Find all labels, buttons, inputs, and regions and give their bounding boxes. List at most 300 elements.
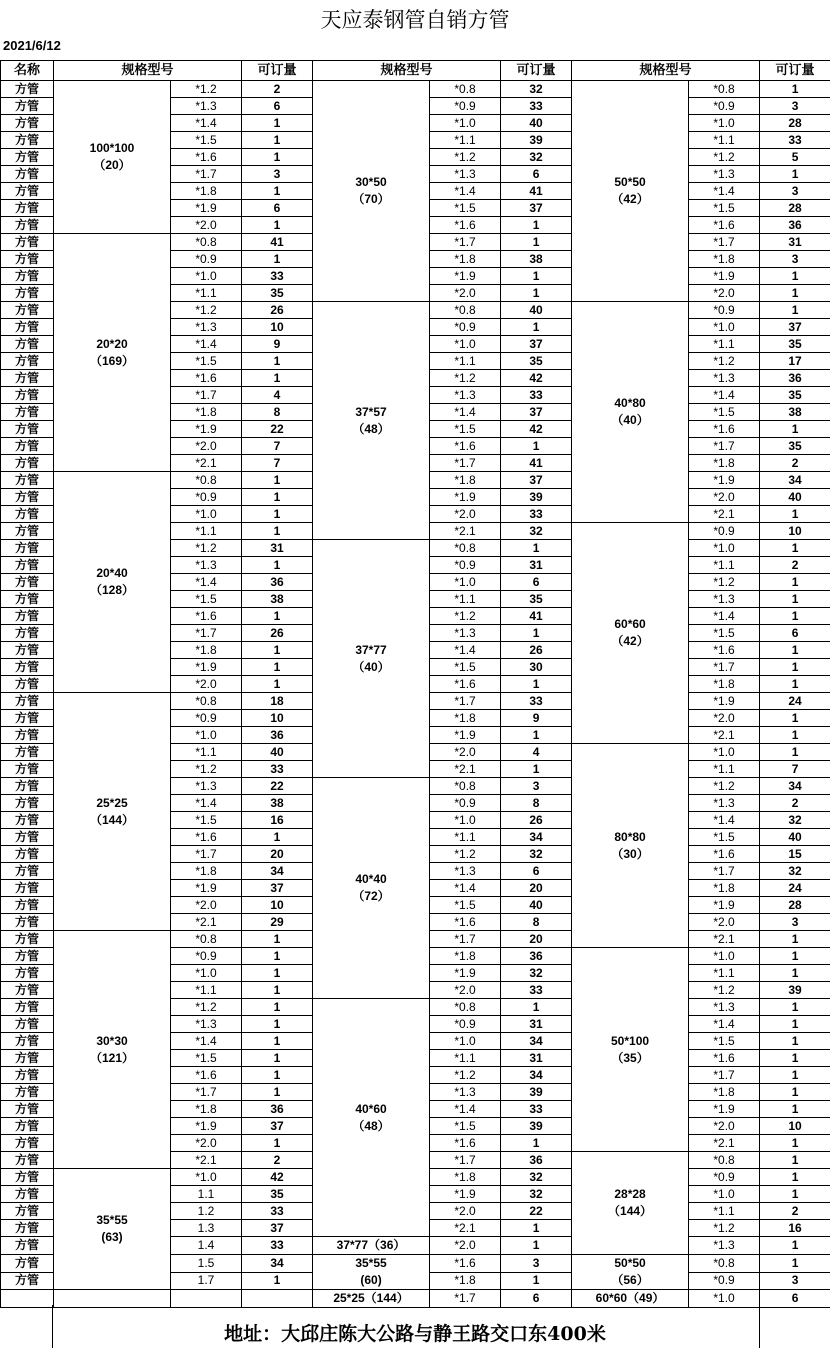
quantity-cell: 1: [242, 1033, 313, 1050]
quantity-cell: 1: [760, 1186, 830, 1203]
thickness-cell: *1.0: [430, 812, 501, 829]
inventory-table: [0, 60, 830, 1308]
quantity-cell: 32: [501, 965, 572, 982]
thickness-cell: *1.9: [430, 1186, 501, 1203]
product-name-cell: 方管: [1, 149, 54, 166]
thickness-cell: 1.2: [171, 1203, 242, 1220]
thickness-cell: *1.9: [689, 472, 760, 489]
thickness-cell: *1.1: [430, 353, 501, 370]
quantity-cell: 33: [242, 268, 313, 285]
quantity-cell: 36: [501, 948, 572, 965]
thickness-cell: *1.6: [689, 846, 760, 863]
thickness-cell: *1.3: [171, 319, 242, 336]
thickness-cell: 1.3: [171, 1220, 242, 1237]
quantity-cell: 37: [242, 1118, 313, 1135]
thickness-cell: *1.6: [171, 149, 242, 166]
spec-total: (63): [101, 1230, 123, 1244]
thickness-cell: *1.7: [430, 234, 501, 251]
quantity-cell: 37: [760, 319, 830, 336]
thickness-cell: *1.3: [689, 370, 760, 387]
product-name-cell: 方管: [1, 863, 54, 880]
spec-total: （20）: [93, 158, 131, 172]
thickness-cell: *1.2: [689, 982, 760, 999]
spec-total: （121）: [89, 1050, 135, 1065]
thickness-cell: *1.9: [689, 1101, 760, 1118]
thickness-cell: *1.6: [430, 1255, 501, 1273]
thickness-cell: *1.8: [430, 1169, 501, 1186]
quantity-cell: 37: [501, 404, 572, 421]
spec-total: （40）: [352, 659, 390, 674]
thickness-cell: *0.9: [430, 98, 501, 115]
product-name-cell: 方管: [1, 897, 54, 914]
thickness-cell: *1.6: [171, 829, 242, 846]
quantity-cell: 33: [501, 98, 572, 115]
spec-total: （72）: [352, 889, 390, 903]
quantity-cell: 39: [501, 489, 572, 506]
product-name-cell: 方管: [1, 200, 54, 217]
quantity-cell: 1: [242, 659, 313, 676]
quantity-cell: 33: [242, 1237, 313, 1255]
thickness-cell: *2.0: [689, 489, 760, 506]
quantity-cell: 37: [501, 200, 572, 217]
spec-size: 80*80: [614, 829, 646, 844]
spec-cell: [54, 693, 171, 931]
thickness-cell: *0.8: [430, 302, 501, 319]
thickness-cell: *1.1: [171, 982, 242, 999]
quantity-cell: 1: [501, 676, 572, 693]
quantity-cell: 9: [501, 710, 572, 727]
thickness-cell: *1.1: [171, 523, 242, 540]
thickness-cell: *1.7: [430, 693, 501, 710]
quantity-cell: 1: [760, 744, 830, 761]
quantity-cell: 1: [501, 1135, 572, 1152]
quantity-cell: 3: [760, 251, 830, 268]
quantity-cell: 33: [760, 132, 830, 149]
quantity-cell: 41: [501, 455, 572, 472]
spec-total: （48）: [352, 421, 390, 436]
thickness-cell: *1.9: [171, 200, 242, 217]
quantity-cell: 7: [242, 438, 313, 455]
product-name-cell: 方管: [1, 846, 54, 863]
report-date: 2021/6/12: [3, 38, 61, 53]
spec-total: （42）: [611, 634, 649, 648]
thickness-cell: *1.8: [430, 948, 501, 965]
header-name: 名称: [1, 61, 54, 81]
quantity-cell: 1: [501, 999, 572, 1016]
thickness-cell: *2.0: [171, 897, 242, 914]
thickness-cell: *2.1: [171, 1152, 242, 1169]
spec-size: 50*50: [614, 175, 646, 189]
spec-cell: [572, 744, 689, 948]
quantity-cell: 3: [760, 1272, 830, 1290]
spec-cell: [54, 931, 171, 1169]
spec-total: （56）: [611, 1273, 649, 1287]
quantity-cell: 1: [760, 1050, 830, 1067]
spec-cell: [54, 472, 171, 693]
quantity-cell: 3: [760, 98, 830, 115]
product-name-cell: 方管: [1, 132, 54, 149]
thickness-cell: *0.9: [430, 795, 501, 812]
quantity-cell: 1: [501, 319, 572, 336]
product-name-cell: 方管: [1, 506, 54, 523]
quantity-cell: 1: [242, 557, 313, 574]
thickness-cell: *1.2: [171, 302, 242, 319]
quantity-cell: 36: [760, 370, 830, 387]
thickness-cell: *1.3: [171, 98, 242, 115]
product-name-cell: 方管: [1, 710, 54, 727]
product-name-cell: 方管: [1, 81, 54, 98]
quantity-cell: 1: [501, 625, 572, 642]
product-name-cell: 方管: [1, 744, 54, 761]
quantity-cell: 3: [242, 166, 313, 183]
quantity-cell: 33: [501, 506, 572, 523]
spec-total: （40）: [611, 413, 649, 427]
thickness-cell: *1.0: [430, 1033, 501, 1050]
thickness-cell: *1.4: [171, 1033, 242, 1050]
thickness-cell: *0.9: [171, 948, 242, 965]
product-name-cell: 方管: [1, 1237, 54, 1255]
quantity-cell: 1: [760, 931, 830, 948]
thickness-cell: *1.7: [689, 659, 760, 676]
quantity-cell: 8: [501, 914, 572, 931]
spec-cell: [313, 1290, 430, 1308]
thickness-cell: *2.0: [171, 438, 242, 455]
thickness-cell: *0.9: [689, 1272, 760, 1290]
thickness-cell: *1.0: [171, 268, 242, 285]
thickness-cell: *2.0: [171, 217, 242, 234]
thickness-cell: *1.0: [430, 336, 501, 353]
product-name-cell: 方管: [1, 115, 54, 132]
product-name-cell: 方管: [1, 217, 54, 234]
product-name-cell: 方管: [1, 880, 54, 897]
spec-cell: [572, 523, 689, 744]
thickness-cell: 1.4: [171, 1237, 242, 1255]
spec-total: (60): [360, 1273, 382, 1287]
product-name-cell: 方管: [1, 489, 54, 506]
thickness-cell: *1.8: [171, 404, 242, 421]
product-name-cell: 方管: [1, 268, 54, 285]
quantity-cell: 2: [760, 795, 830, 812]
quantity-cell: 1: [242, 948, 313, 965]
product-name-cell: 方管: [1, 438, 54, 455]
quantity-cell: 1: [501, 761, 572, 778]
quantity-cell: 7: [760, 761, 830, 778]
thickness-cell: *1.8: [689, 676, 760, 693]
quantity-cell: 40: [760, 829, 830, 846]
spec-size: 35*55: [355, 1256, 387, 1270]
thickness-cell: *1.3: [171, 1016, 242, 1033]
header-spec-2: 规格型号: [313, 61, 501, 81]
product-name-cell: 方管: [1, 676, 54, 693]
thickness-cell: *1.8: [689, 455, 760, 472]
spec-size: 30*30: [96, 1033, 128, 1048]
spec-cell: [313, 1237, 430, 1255]
spec-cell: [54, 81, 171, 234]
product-name-cell: 方管: [1, 1084, 54, 1101]
quantity-cell: 1: [760, 166, 830, 183]
thickness-cell: *1.4: [171, 795, 242, 812]
quantity-cell: 6: [760, 1290, 830, 1308]
quantity-cell: 34: [760, 472, 830, 489]
quantity-cell: 33: [242, 761, 313, 778]
thickness-cell: *0.9: [430, 557, 501, 574]
thickness-cell: *1.5: [171, 132, 242, 149]
spec-cell: [313, 540, 430, 778]
spec-size: 37*77: [355, 642, 387, 657]
quantity-cell: 4: [501, 744, 572, 761]
thickness-cell: *1.8: [430, 251, 501, 268]
quantity-cell: 1: [760, 574, 830, 591]
quantity-cell: 41: [242, 234, 313, 251]
product-name-cell: 方管: [1, 540, 54, 557]
quantity-cell: 40: [760, 489, 830, 506]
thickness-cell: *1.4: [171, 336, 242, 353]
thickness-cell: 1.7: [171, 1272, 242, 1290]
thickness-cell: *1.1: [430, 132, 501, 149]
spec-size: 50*50: [614, 1256, 646, 1270]
quantity-cell: 36: [242, 574, 313, 591]
thickness-cell: *1.2: [689, 149, 760, 166]
thickness-cell: *1.9: [171, 421, 242, 438]
thickness-cell: *1.6: [171, 608, 242, 625]
quantity-cell: 1: [760, 285, 830, 302]
thickness-cell: *0.9: [171, 251, 242, 268]
thickness-cell: *1.0: [171, 965, 242, 982]
thickness-cell: *1.3: [689, 591, 760, 608]
quantity-cell: 1: [760, 727, 830, 744]
quantity-cell: 1: [760, 268, 830, 285]
thickness-cell: *2.1: [430, 761, 501, 778]
thickness-cell: *1.7: [430, 1152, 501, 1169]
thickness-cell: *1.3: [430, 1084, 501, 1101]
thickness-cell: *1.9: [430, 268, 501, 285]
thickness-cell: *1.2: [430, 608, 501, 625]
thickness-cell: *1.3: [430, 625, 501, 642]
thickness-cell: 1.5: [171, 1255, 242, 1273]
thickness-cell: *1.1: [430, 1050, 501, 1067]
quantity-cell: 1: [242, 251, 313, 268]
quantity-cell: 33: [501, 387, 572, 404]
thickness-cell: *1.0: [689, 1186, 760, 1203]
product-name-cell: 方管: [1, 1118, 54, 1135]
thickness-cell: *1.2: [689, 574, 760, 591]
thickness-cell: *1.0: [171, 1169, 242, 1186]
product-name-cell: 方管: [1, 1169, 54, 1186]
thickness-cell: *1.8: [430, 1272, 501, 1290]
quantity-cell: 17: [760, 353, 830, 370]
quantity-cell: 33: [501, 693, 572, 710]
quantity-cell: 1: [501, 1237, 572, 1255]
thickness-cell: *1.5: [689, 404, 760, 421]
thickness-cell: *0.9: [689, 302, 760, 319]
product-name-cell: 方管: [1, 727, 54, 744]
quantity-cell: 32: [501, 523, 572, 540]
quantity-cell: 28: [760, 115, 830, 132]
quantity-cell: 1: [760, 659, 830, 676]
quantity-cell: 26: [242, 302, 313, 319]
thickness-cell: *1.5: [171, 1050, 242, 1067]
quantity-cell: 33: [501, 1101, 572, 1118]
quantity-cell: 1: [501, 268, 572, 285]
thickness-cell: *1.9: [171, 1118, 242, 1135]
product-name-cell: 方管: [1, 591, 54, 608]
product-name-cell: 方管: [1, 387, 54, 404]
quantity-cell: 29: [242, 914, 313, 931]
spec-cell: [54, 234, 171, 472]
product-name-cell: 方管: [1, 1101, 54, 1118]
thickness-cell: *2.0: [430, 1203, 501, 1220]
spec-size: 37*57: [355, 404, 387, 419]
quantity-cell: 1: [242, 1016, 313, 1033]
quantity-cell: 20: [501, 880, 572, 897]
header-row: [1, 61, 830, 81]
spec-cell: [313, 999, 430, 1237]
quantity-cell: 40: [501, 115, 572, 132]
product-name-cell: 方管: [1, 761, 54, 778]
product-name-cell: 方管: [1, 1152, 54, 1169]
quantity-cell: 10: [242, 897, 313, 914]
thickness-cell: *1.8: [171, 1101, 242, 1118]
thickness-cell: *1.2: [689, 1220, 760, 1237]
thickness-cell: *1.2: [171, 81, 242, 98]
thickness-cell: *1.5: [689, 200, 760, 217]
quantity-cell: 1: [242, 115, 313, 132]
quantity-cell: 1: [760, 1135, 830, 1152]
quantity-cell: 36: [242, 1101, 313, 1118]
quantity-cell: 15: [760, 846, 830, 863]
thickness-cell: *1.1: [430, 829, 501, 846]
quantity-cell: 1: [501, 217, 572, 234]
spec-cell: [54, 1290, 171, 1308]
quantity-cell: 1: [760, 506, 830, 523]
thickness-cell: *1.8: [689, 880, 760, 897]
quantity-cell: 1: [242, 506, 313, 523]
quantity-cell: 1: [242, 183, 313, 200]
quantity-cell: 1: [760, 1016, 830, 1033]
product-name-cell: 方管: [1, 421, 54, 438]
quantity-cell: 20: [242, 846, 313, 863]
quantity-cell: 6: [242, 98, 313, 115]
thickness-cell: *1.1: [689, 132, 760, 149]
quantity-cell: 38: [501, 251, 572, 268]
quantity-cell: 24: [760, 693, 830, 710]
quantity-cell: 39: [760, 982, 830, 999]
table-row: [1, 81, 830, 98]
product-name-cell: 方管: [1, 693, 54, 710]
quantity-cell: 3: [501, 1255, 572, 1273]
thickness-cell: *1.0: [171, 506, 242, 523]
thickness-cell: *1.2: [430, 1067, 501, 1084]
spec-size: 40*80: [614, 396, 646, 410]
thickness-cell: *1.6: [430, 438, 501, 455]
thickness-cell: *1.3: [171, 557, 242, 574]
table-row: [1, 1290, 830, 1308]
quantity-cell: 1: [760, 608, 830, 625]
product-name-cell: 方管: [1, 285, 54, 302]
thickness-cell: *0.8: [689, 81, 760, 98]
thickness-cell: *1.0: [689, 319, 760, 336]
product-name-cell: 方管: [1, 455, 54, 472]
thickness-cell: *0.8: [430, 540, 501, 557]
quantity-cell: 2: [760, 455, 830, 472]
thickness-cell: *1.3: [430, 166, 501, 183]
thickness-cell: *1.7: [171, 166, 242, 183]
product-name-cell: 方管: [1, 1033, 54, 1050]
thickness-cell: *1.9: [689, 268, 760, 285]
thickness-cell: *1.8: [171, 183, 242, 200]
thickness-cell: *1.3: [689, 1237, 760, 1255]
quantity-cell: 16: [760, 1220, 830, 1237]
spec-size: 100*100: [89, 141, 135, 155]
thickness-cell: *0.9: [171, 710, 242, 727]
thickness-cell: *1.7: [689, 234, 760, 251]
thickness-cell: *0.8: [171, 472, 242, 489]
quantity-cell: 35: [760, 438, 830, 455]
product-name-cell: 方管: [1, 574, 54, 591]
spec-cell: [313, 302, 430, 540]
spec-cell: [313, 81, 430, 302]
address-line: 地址：大邱庄陈大公路与静王路交口东400米: [224, 1323, 606, 1345]
quantity-cell: 5: [760, 149, 830, 166]
product-name-cell: 方管: [1, 965, 54, 982]
product-name-cell: 方管: [1, 319, 54, 336]
thickness-cell: *2.0: [689, 1118, 760, 1135]
quantity-cell: 1: [760, 1033, 830, 1050]
thickness-cell: *2.0: [430, 285, 501, 302]
thickness-cell: *1.0: [689, 115, 760, 132]
quantity-cell: 22: [501, 1203, 572, 1220]
thickness-cell: *1.7: [171, 846, 242, 863]
thickness-cell: *0.9: [171, 489, 242, 506]
quantity-cell: 35: [501, 353, 572, 370]
quantity-cell: 1: [242, 829, 313, 846]
quantity-cell: 1: [242, 1084, 313, 1101]
thickness-cell: *2.0: [171, 676, 242, 693]
thickness-cell: *2.1: [430, 1220, 501, 1237]
product-name-cell: 方管: [1, 404, 54, 421]
thickness-cell: *1.2: [689, 778, 760, 795]
thickness-cell: *1.7: [430, 1290, 501, 1308]
thickness-cell: *1.6: [430, 676, 501, 693]
quantity-cell: 34: [501, 1033, 572, 1050]
thickness-cell: *1.0: [171, 727, 242, 744]
thickness-cell: *1.5: [430, 200, 501, 217]
thickness-cell: *1.6: [171, 370, 242, 387]
thickness-cell: *1.8: [171, 863, 242, 880]
quantity-cell: 18: [242, 693, 313, 710]
spec-cell: [54, 1169, 171, 1290]
thickness-cell: *2.1: [689, 727, 760, 744]
product-name-cell: 方管: [1, 625, 54, 642]
spec-size: 60*60: [614, 617, 646, 631]
spec-total: （48）: [352, 1118, 390, 1133]
product-name-cell: 方管: [1, 642, 54, 659]
thickness-cell: *1.9: [171, 659, 242, 676]
product-name-cell: 方管: [1, 1255, 54, 1273]
quantity-cell: 24: [760, 880, 830, 897]
quantity-cell: 1: [760, 1237, 830, 1255]
quantity-cell: 32: [501, 1186, 572, 1203]
quantity-cell: 1: [242, 1067, 313, 1084]
thickness-cell: *2.1: [689, 1135, 760, 1152]
quantity-cell: 28: [760, 897, 830, 914]
thickness-cell: *1.0: [689, 744, 760, 761]
quantity-cell: 1: [501, 1220, 572, 1237]
thickness-cell: *1.0: [689, 1290, 760, 1308]
thickness-cell: *1.8: [171, 642, 242, 659]
thickness-cell: *1.6: [689, 1050, 760, 1067]
thickness-cell: *0.9: [689, 1169, 760, 1186]
